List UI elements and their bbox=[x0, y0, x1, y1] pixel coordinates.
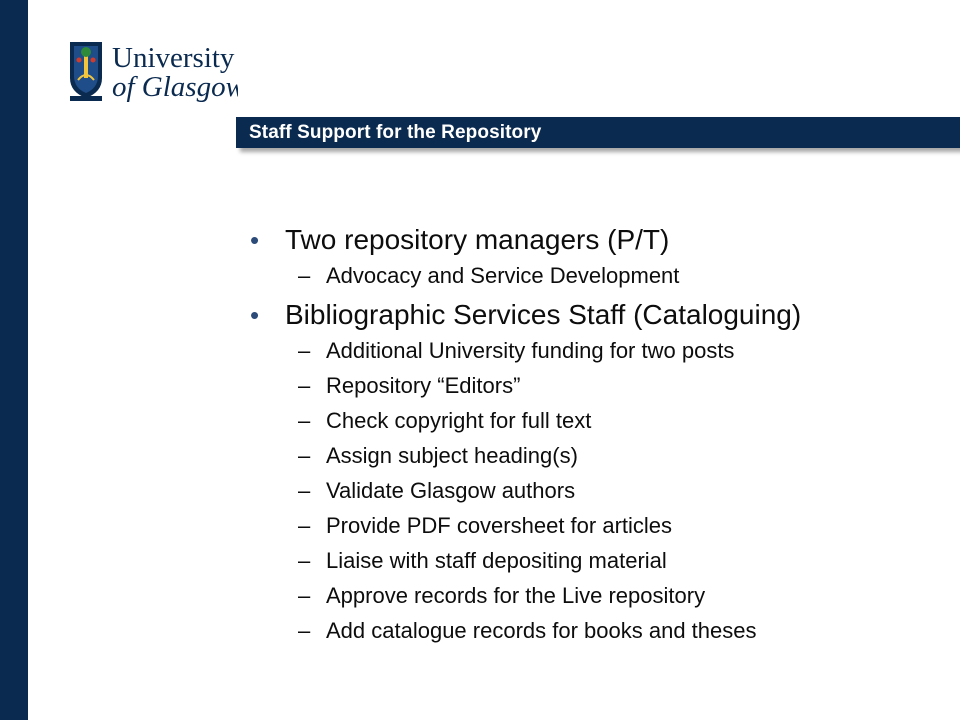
sub-bullet-text: Liaise with staff depositing material bbox=[326, 548, 667, 573]
sub-bullet-text: Advocacy and Service Development bbox=[326, 263, 680, 288]
sub-bullet-item bbox=[248, 403, 938, 438]
left-accent-bar bbox=[0, 0, 28, 720]
sub-bullet-item bbox=[248, 578, 938, 613]
sub-bullet-item bbox=[248, 473, 938, 508]
sub-bullet-item bbox=[248, 508, 938, 543]
dash-icon: – bbox=[298, 618, 311, 643]
bullet-item bbox=[248, 297, 938, 333]
dash-icon: – bbox=[298, 548, 311, 573]
bullet-text: Two repository managers (P/T) bbox=[285, 224, 670, 255]
dash-icon: – bbox=[298, 513, 311, 538]
svg-text:University: University bbox=[112, 42, 235, 74]
dash-icon: – bbox=[298, 338, 311, 363]
title-bar bbox=[236, 117, 960, 148]
sub-bullet-item bbox=[248, 613, 938, 648]
sub-bullet-text: Assign subject heading(s) bbox=[326, 443, 578, 468]
dash-icon: – bbox=[298, 373, 311, 398]
bullet-text: Bibliographic Services Staff (Cataloguing) bbox=[285, 299, 802, 330]
bullet-list bbox=[248, 222, 938, 648]
dash-icon: – bbox=[298, 443, 311, 468]
sub-bullet-text: Validate Glasgow authors bbox=[326, 478, 576, 503]
bullet-icon: • bbox=[250, 300, 260, 330]
sub-bullet-text: Provide PDF coversheet for articles bbox=[326, 513, 673, 538]
sub-bullet-item bbox=[248, 543, 938, 578]
glasgow-crest-icon bbox=[68, 40, 238, 102]
dash-icon: – bbox=[298, 263, 311, 288]
sub-bullet-text: Repository “Editors” bbox=[326, 373, 521, 398]
sub-bullet-item bbox=[248, 368, 938, 403]
sub-bullet-text: Add catalogue records for books and theses bbox=[326, 618, 757, 643]
bullet-item bbox=[248, 222, 938, 258]
sub-bullet-text: Approve records for the Live repository bbox=[326, 583, 706, 608]
sub-bullet-text: Additional University funding for two posts bbox=[326, 338, 735, 363]
dash-icon: – bbox=[298, 583, 311, 608]
slide-title: Staff Support for the Repository bbox=[249, 122, 542, 143]
sub-bullet-text: Check copyright for full text bbox=[326, 408, 592, 433]
sub-bullet-item bbox=[248, 438, 938, 473]
university-logo bbox=[68, 40, 238, 102]
sub-bullet-item bbox=[248, 258, 938, 293]
dash-icon: – bbox=[298, 478, 311, 503]
svg-text:of Glasgow: of Glasgow bbox=[112, 71, 238, 102]
sub-bullet-item bbox=[248, 333, 938, 368]
dash-icon: – bbox=[298, 408, 311, 433]
bullet-icon: • bbox=[250, 225, 260, 255]
